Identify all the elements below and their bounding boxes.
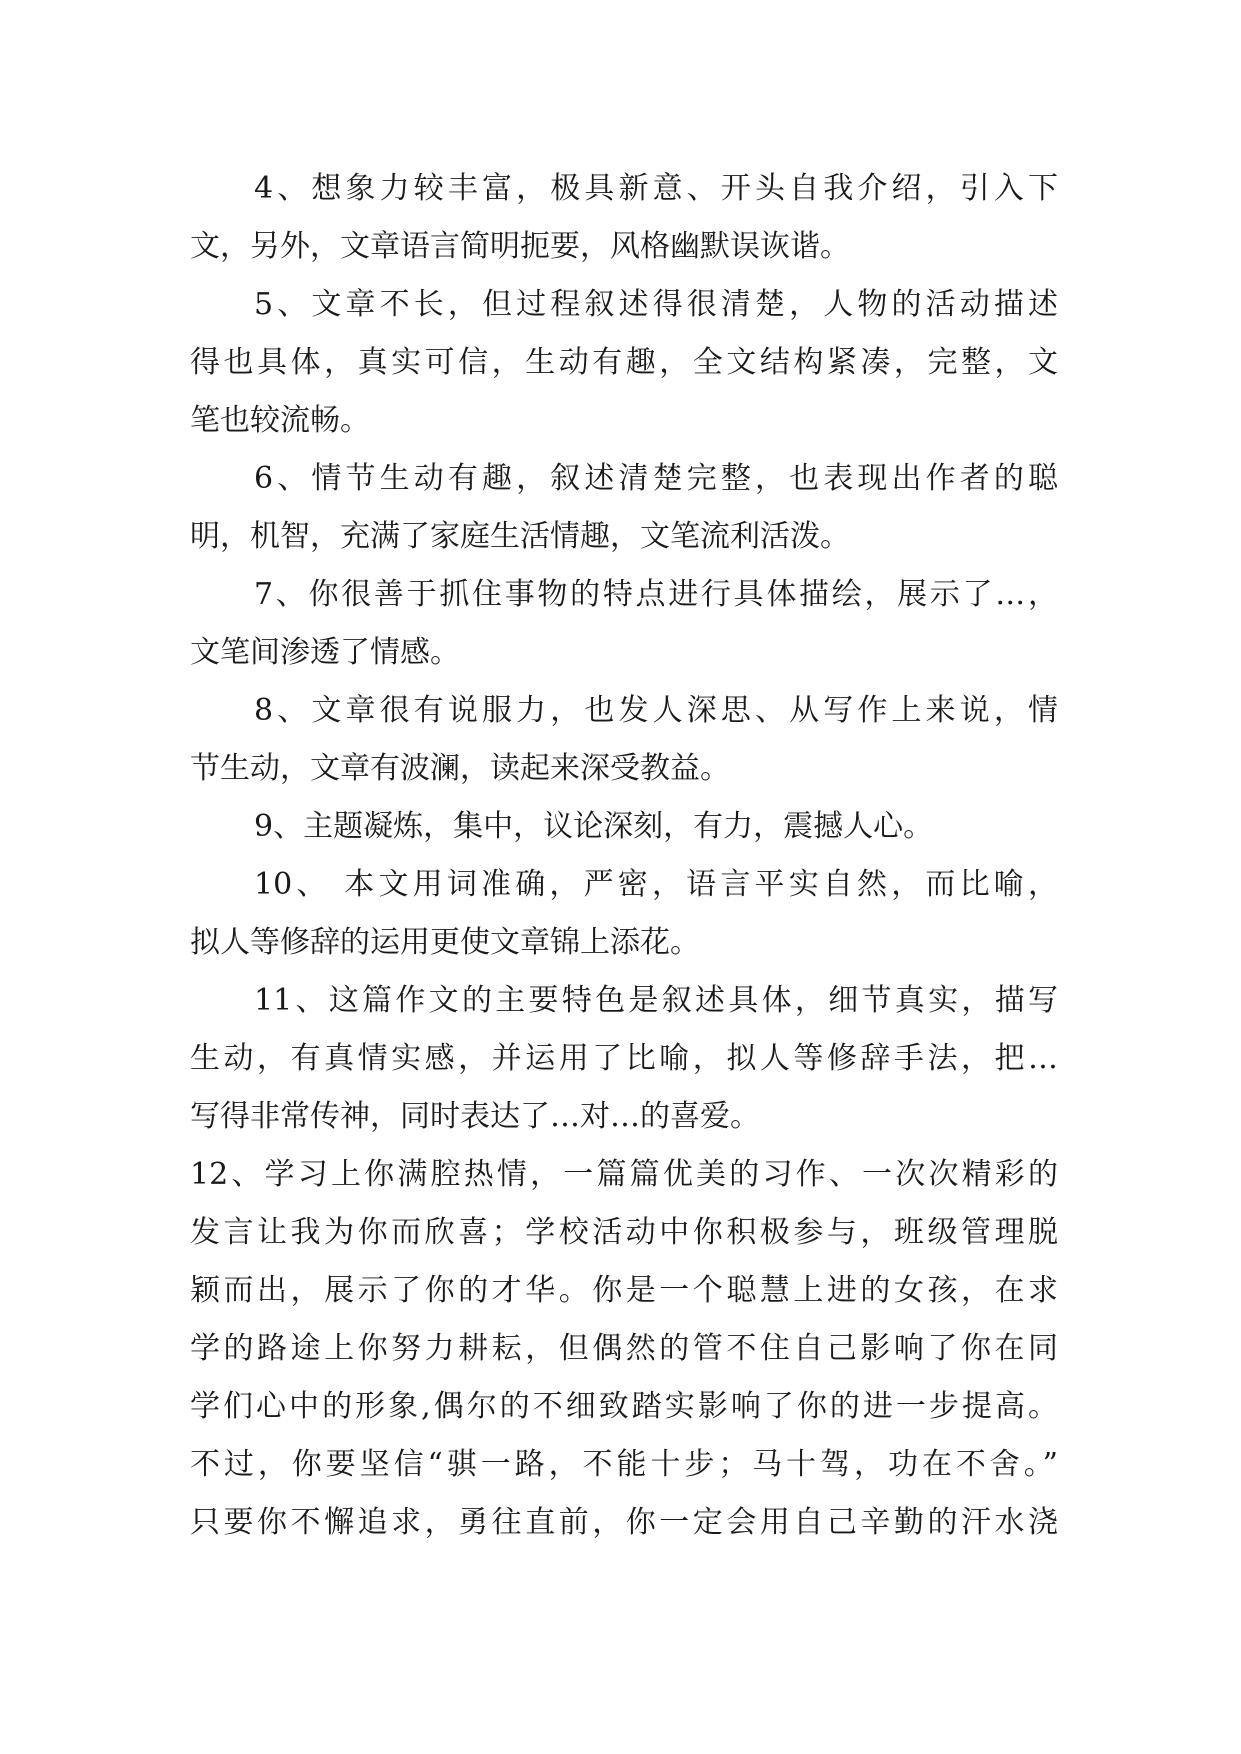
text-line: 节生动，文章有波澜，读起来深受教益。 [190, 751, 730, 786]
text-line: 发言让我为你而欣喜；学校活动中你积极参与，班级管理脱 [190, 1215, 1058, 1250]
text-line: 学们心中的形象,偶尔的不细致踏实影响了你的进一步提高。 [190, 1389, 1058, 1424]
text-line: 明，机智，充满了家庭生活情趣，文笔流利活泼。 [190, 519, 850, 554]
text-line: 10、 本文用词准确，严密，语言平实自然，而比喻， [254, 867, 1058, 902]
text-line: 得也具体，真实可信，生动有趣，全文结构紧凑，完整，文 [190, 345, 1058, 380]
text-line: 笔也较流畅。 [190, 403, 370, 438]
text-line: 11、这篇作文的主要特色是叙述具体，细节真实，描写 [254, 983, 1058, 1018]
text-line: 文笔间渗透了情感。 [190, 635, 460, 670]
text-line: 8、文章很有说服力，也发人深思、从写作上来说，情 [254, 693, 1058, 728]
text-line: 生动，有真情实感，并运用了比喻，拟人等修辞手法，把… [190, 1041, 1058, 1076]
text-line: 9、主题凝炼，集中，议论深刻，有力，震撼人心。 [254, 809, 934, 844]
text-line: 6、情节生动有趣，叙述清楚完整，也表现出作者的聪 [254, 461, 1058, 496]
text-line: 颖而出，展示了你的才华。你是一个聪慧上进的女孩，在求 [190, 1273, 1058, 1308]
text-line: 12、学习上你满腔热情，一篇篇优美的习作、一次次精彩的 [190, 1157, 1058, 1192]
text-line: 文，另外，文章语言简明扼要，风格幽默误诙谐。 [190, 229, 850, 264]
text-line: 只要你不懈追求，勇往直前，你一定会用自己辛勤的汗水浇 [190, 1505, 1058, 1540]
document-body [190, 160, 1058, 1552]
text-line: 4、想象力较丰富，极具新意、开头自我介绍，引入下 [254, 171, 1058, 206]
text-line: 7、你很善于抓住事物的特点进行具体描绘，展示了…， [254, 577, 1058, 612]
text-line: 学的路途上你努力耕耘，但偶然的管不住自己影响了你在同 [190, 1331, 1058, 1366]
text-line: 不过，你要坚信“骐一路，不能十步；马十驾，功在不舍。” [190, 1447, 1058, 1482]
text-line: 拟人等修辞的运用更使文章锦上添花。 [190, 925, 700, 960]
text-line: 5、文章不长，但过程叙述得很清楚，人物的活动描述 [254, 287, 1058, 322]
text-line: 写得非常传神，同时表达了…对…的喜爱。 [190, 1099, 760, 1134]
